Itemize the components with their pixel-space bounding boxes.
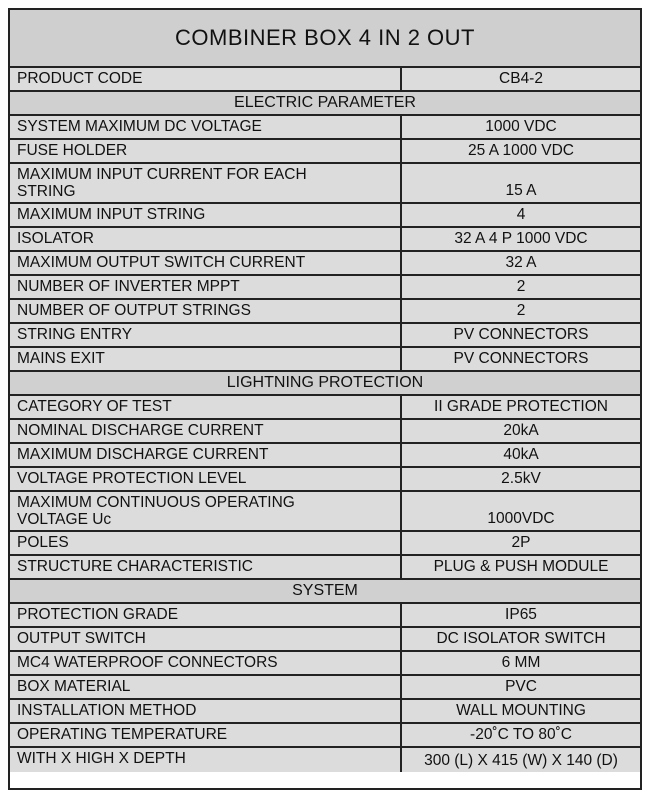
spec-value: 25 A 1000 VDC xyxy=(402,140,640,162)
spec-row xyxy=(10,724,640,748)
spec-value: 1000VDC xyxy=(402,492,640,530)
spec-label: PROTECTION GRADE xyxy=(10,604,402,626)
spec-value: PV CONNECTORS xyxy=(402,324,640,346)
spec-value: 2.5kV xyxy=(402,468,640,490)
spec-row xyxy=(10,252,640,276)
spec-value: DC ISOLATOR SWITCH xyxy=(402,628,640,650)
spec-value: IP65 xyxy=(402,604,640,626)
section-heading: ELECTRIC PARAMETER xyxy=(10,92,640,116)
spec-row xyxy=(10,532,640,556)
spec-row xyxy=(10,420,640,444)
spec-value: 1000 VDC xyxy=(402,116,640,138)
spec-row xyxy=(10,140,640,164)
spec-label: NUMBER OF OUTPUT STRINGS xyxy=(10,300,402,322)
spec-label: POLES xyxy=(10,532,402,554)
section-heading: SYSTEM xyxy=(10,580,640,604)
spec-row xyxy=(10,164,640,204)
spec-value: PLUG & PUSH MODULE xyxy=(402,556,640,578)
spec-value: PV CONNECTORS xyxy=(402,348,640,370)
spec-row xyxy=(10,748,640,772)
spec-label: STRING ENTRY xyxy=(10,324,402,346)
product-code-row xyxy=(10,68,640,92)
spec-label: NUMBER OF INVERTER MPPT xyxy=(10,276,402,298)
spec-label: SYSTEM MAXIMUM DC VOLTAGE xyxy=(10,116,402,138)
spec-value: 300 (L) X 415 (W) X 140 (D) xyxy=(402,748,640,772)
spec-value: WALL MOUNTING xyxy=(402,700,640,722)
spec-value: 2P xyxy=(402,532,640,554)
spec-row xyxy=(10,628,640,652)
spec-row xyxy=(10,300,640,324)
spec-label: MAXIMUM INPUT STRING xyxy=(10,204,402,226)
spec-label: NOMINAL DISCHARGE CURRENT xyxy=(10,420,402,442)
spec-value: 32 A 4 P 1000 VDC xyxy=(402,228,640,250)
spec-label: INSTALLATION METHOD xyxy=(10,700,402,722)
spec-sheet xyxy=(8,8,642,790)
spec-value: 32 A xyxy=(402,252,640,274)
spec-label: CATEGORY OF TEST xyxy=(10,396,402,418)
spec-row xyxy=(10,348,640,372)
spec-label: ISOLATOR xyxy=(10,228,402,250)
spec-label: OPERATING TEMPERATURE xyxy=(10,724,402,746)
spec-value: 40kA xyxy=(402,444,640,466)
spec-label: MAINS EXIT xyxy=(10,348,402,370)
product-code-label: PRODUCT CODE xyxy=(10,68,402,90)
spec-value: 15 A xyxy=(402,164,640,202)
spec-label: WITH X HIGH X DEPTH xyxy=(10,748,402,772)
spec-label: MAXIMUM INPUT CURRENT FOR EACH STRING xyxy=(10,164,402,202)
spec-row xyxy=(10,676,640,700)
spec-label: MAXIMUM CONTINUOUS OPERATING VOLTAGE Uc xyxy=(10,492,402,530)
spec-row xyxy=(10,492,640,532)
spec-label: OUTPUT SWITCH xyxy=(10,628,402,650)
spec-value: 6 MM xyxy=(402,652,640,674)
spec-label: BOX MATERIAL xyxy=(10,676,402,698)
spec-row xyxy=(10,276,640,300)
spec-row xyxy=(10,228,640,252)
spec-value: 2 xyxy=(402,276,640,298)
spec-row xyxy=(10,444,640,468)
spec-label: MAXIMUM DISCHARGE CURRENT xyxy=(10,444,402,466)
product-code-value: CB4-2 xyxy=(402,68,640,90)
spec-label: MC4 WATERPROOF CONNECTORS xyxy=(10,652,402,674)
spec-row xyxy=(10,324,640,348)
spec-row xyxy=(10,204,640,228)
spec-row xyxy=(10,604,640,628)
spec-value: 20kA xyxy=(402,420,640,442)
spec-label: STRUCTURE CHARACTERISTIC xyxy=(10,556,402,578)
spec-label: MAXIMUM OUTPUT SWITCH CURRENT xyxy=(10,252,402,274)
spec-row xyxy=(10,116,640,140)
spec-value: II GRADE PROTECTION xyxy=(402,396,640,418)
spec-row xyxy=(10,396,640,420)
spec-row xyxy=(10,652,640,676)
spec-value: PVC xyxy=(402,676,640,698)
spec-label: FUSE HOLDER xyxy=(10,140,402,162)
spec-row xyxy=(10,556,640,580)
spec-row xyxy=(10,700,640,724)
spec-row xyxy=(10,468,640,492)
spec-value: -20˚C TO 80˚C xyxy=(402,724,640,746)
section-heading: LIGHTNING PROTECTION xyxy=(10,372,640,396)
spec-label: VOLTAGE PROTECTION LEVEL xyxy=(10,468,402,490)
spec-value: 4 xyxy=(402,204,640,226)
spec-sections xyxy=(10,92,640,772)
sheet-title: COMBINER BOX 4 IN 2 OUT xyxy=(10,10,640,68)
spec-value: 2 xyxy=(402,300,640,322)
